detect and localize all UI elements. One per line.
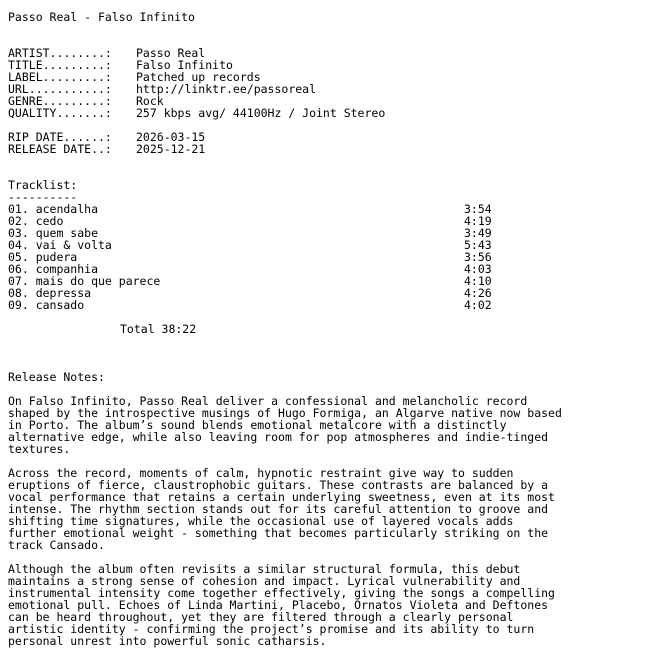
track-duration: 5:43 — [464, 238, 492, 252]
notes-line: Across the record, moments of calm, hypnotic restraint give way to sudden — [8, 466, 514, 480]
release-info — [8, 47, 652, 119]
notes-line: can be heard throughout, yet they are filtered through a clearly personal — [8, 610, 514, 624]
notes-line: alternative edge, while also leaving room for pop atmospheres and indie-tinged — [8, 430, 549, 444]
info-value: 257 kbps avg/ 44100Hz / Joint Stereo — [136, 106, 386, 120]
info-key: ARTIST........: — [8, 46, 112, 60]
track-name: 03. quem sabe — [8, 226, 99, 240]
tracklist-underline: ---------- — [8, 190, 78, 204]
info-value: Patched up records — [136, 70, 261, 84]
track-row — [8, 275, 652, 287]
info-key: URL...........: — [8, 82, 112, 96]
track-row — [8, 287, 652, 299]
nfo-document — [8, 11, 652, 647]
track-duration: 4:03 — [464, 262, 492, 276]
info-value: Rock — [136, 94, 164, 108]
track-name: 06. companhia — [8, 262, 99, 276]
notes-line: textures. — [8, 442, 71, 456]
track-name: 05. pudera — [8, 250, 78, 264]
notes-line: vocal performance that retains a certain underlying sweetness, even at its most — [8, 490, 555, 504]
info-value: Passo Real — [136, 46, 206, 60]
track-duration: 4:19 — [464, 214, 492, 228]
track-duration: 4:10 — [464, 274, 492, 288]
track-name: 08. depressa — [8, 286, 92, 300]
tracklist — [8, 179, 652, 335]
notes-line: maintains a strong sense of cohesion and impact. Lyrical vulnerability and — [8, 574, 521, 588]
info-key: RELEASE DATE..: — [8, 142, 112, 156]
tracklist-heading: Tracklist: — [8, 178, 78, 192]
info-value: http://linktr.ee/passoreal — [136, 82, 317, 96]
track-row — [8, 251, 652, 263]
notes-line: Although the album often revisits a similar structural formula, this debut — [8, 562, 521, 576]
track-row — [8, 215, 652, 227]
release-notes-heading: Release Notes: — [8, 370, 105, 384]
release-dates — [8, 131, 652, 155]
track-name: 07. mais do que parece — [8, 274, 161, 288]
notes-line: emotional pull. Echoes of Linda Martini, Placebo, Ornatos Violeta and Deftones — [8, 598, 549, 612]
track-row — [8, 239, 652, 251]
track-duration: 4:26 — [464, 286, 492, 300]
track-name: 02. cedo — [8, 214, 64, 228]
info-value: 2025-12-21 — [136, 142, 206, 156]
notes-line: eruptions of fierce, claustrophobic guitars. These contrasts are balanced by a — [8, 478, 549, 492]
notes-line: On Falso Infinito, Passo Real deliver a confessional and melancholic record — [8, 394, 528, 408]
track-duration: 3:54 — [464, 202, 492, 216]
track-name: 01. acendalha — [8, 202, 99, 216]
notes-paragraph — [8, 467, 652, 551]
info-key: GENRE.........: — [8, 94, 112, 108]
info-row-release-date — [8, 143, 652, 155]
info-key: TITLE.........: — [8, 58, 112, 72]
notes-line: personal unrest into powerful sonic catharsis. — [8, 634, 327, 648]
notes-line: artistic identity - confirming the project’s promise and its ability to turn — [8, 622, 535, 636]
info-row-quality — [8, 107, 652, 119]
notes-line: further emotional weight - something that becomes particularly striking on the — [8, 526, 549, 540]
tracklist-total-row — [8, 323, 652, 335]
tracklist-total: Total 38:22 — [120, 322, 197, 336]
info-value: 2026-03-15 — [136, 130, 206, 144]
notes-line: shaped by the introspective musings of Hugo Formiga, an Algarve native now based — [8, 406, 562, 420]
track-duration: 3:49 — [464, 226, 492, 240]
track-duration: 4:02 — [464, 298, 492, 312]
notes-line: in Porto. The album’s sound blends emotional metalcore with a distinctly — [8, 418, 507, 432]
notes-paragraph — [8, 563, 652, 647]
info-key: QUALITY.......: — [8, 106, 112, 120]
track-name: 04. vai & volta — [8, 238, 112, 252]
track-row — [8, 299, 652, 311]
notes-line: intense. The rhythm section stands out for its careful attention to groove and — [8, 502, 549, 516]
track-duration: 3:56 — [464, 250, 492, 264]
info-value: Falso Infinito — [136, 58, 233, 72]
notes-line: track Cansado. — [8, 538, 105, 552]
notes-paragraph — [8, 395, 652, 455]
track-name: 09. cansado — [8, 298, 85, 312]
info-key: LABEL.........: — [8, 70, 112, 84]
notes-line: shifting time signatures, while the occasional use of layered vocals adds — [8, 514, 514, 528]
release-notes — [8, 371, 652, 647]
page-title: Passo Real - Falso Infinito — [8, 10, 195, 24]
track-row — [8, 203, 652, 215]
notes-line: instrumental intensity come together effectively, giving the songs a compelling — [8, 586, 555, 600]
info-key: RIP DATE......: — [8, 130, 112, 144]
